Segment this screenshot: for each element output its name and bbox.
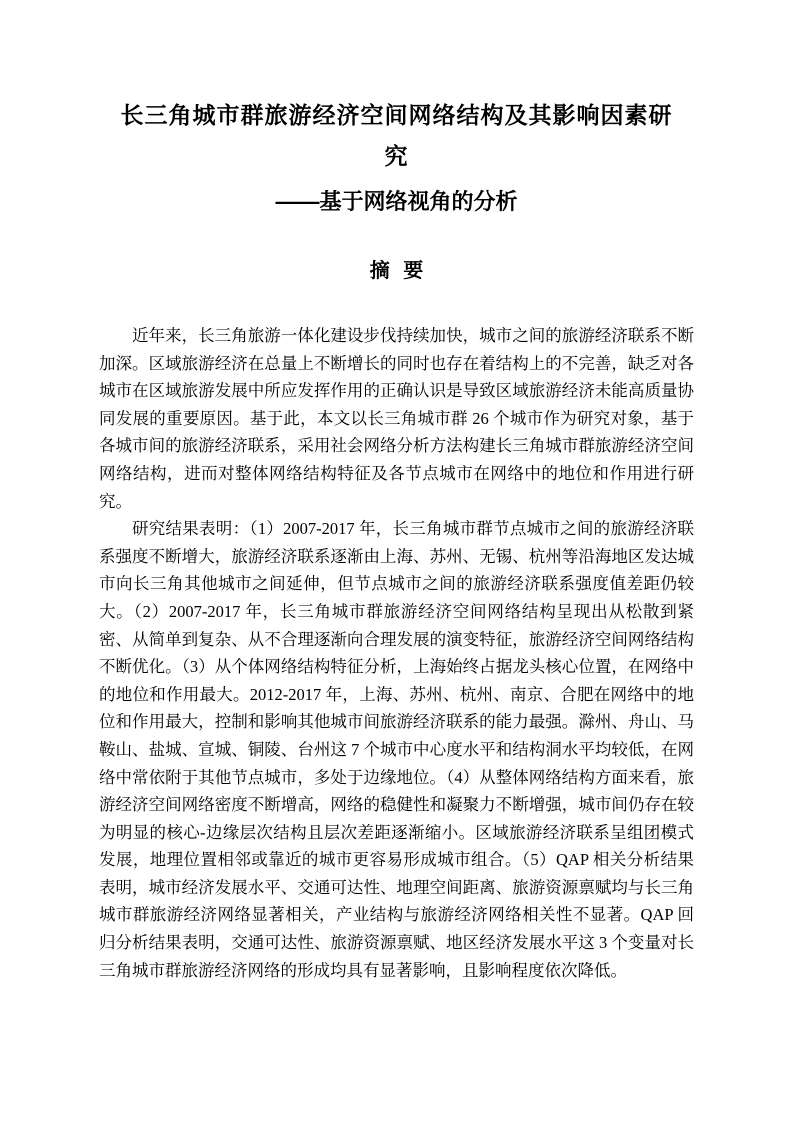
abstract-heading: 摘 要 xyxy=(369,260,424,282)
title-line-2: 究 xyxy=(384,143,409,169)
abstract-paragraph-2: 研究结果表明：（1）2007-2017 年，长三角城市群节点城市之间的旅游经济联系强度不断增大，旅游经济联系逐渐由上海、苏州、无锡、杭州等沿海地区发达城市向长三角其他城市之间延伸，但节点城市之间的旅游经济联系强度值差距仍较大。（2）2007-2017 年，长三角城市群旅游经济空间网络结构呈现出从松散到紧密、从简单到复杂、从不合理逐渐向合理发展的演变特征，旅游经济空间网络结构不断优化。（3）从个体网络结构特征分析，上海始终占据龙头核心位置，在网络中的地位和作用最大。2012-2017 年，上海、苏州、杭州、南京、合肥在网络中的地位和作用最大，控制和影响其他城市间旅游经济联系的能力最强。滁州、舟山、马鞍山、盐城、宣城、铜陵、台州这 7 个城市中心度水平和结构洞水平均较低，在网络中常依附于其他节点城市，多处于边缘地位。（4）从整体网络结构方面来看，旅游经济空间网络密度不断增高，网络的稳健性和凝聚力不断增强，城市间仍存在较为明显的核心-边缘层次结构且层次差距逐渐缩小。区域旅游经济联系呈组团模式发展，地理位置相邻或靠近的城市更容易形成城市组合。（5）QAP 相关分析结果表明，城市经济发展水平、交通可达性、地理空间距离、旅游资源禀赋均与长三角城市群旅游经济网络显著相关，产业结构与旅游经济网络相关性不显著。QAP 回归分析结果表明，交通可达性、旅游资源禀赋、地区经济发展水平这 3 个变量对长三角城市群旅游经济网络的形成均具有显著影响，且影响程度依次降低。 xyxy=(99,519,694,980)
title-line-1: 长三角城市群旅游经济空间网络结构及其影响因素研 xyxy=(120,102,673,128)
abstract-paragraph-1: 近年来，长三角旅游一体化建设步伐持续加快，城市之间的旅游经济联系不断加深。区域旅游经济在总量上不断增长的同时也存在着结构上的不完善，缺乏对各城市在区域旅游发展中所应发挥作用的正确认识是导致区域旅游经济未能高质量协同发展的重要原因。基于此，本文以长三角城市群 26 个城市作为研究对象，基于各城市间的旅游经济联系，采用社会网络分析方法构建长三角城市群旅游经济空间网络结构，进而对整体网络结构特征及各节点城市在网络中的地位和作用进行研究。 xyxy=(99,326,694,511)
document-title xyxy=(99,95,694,177)
abstract-body xyxy=(99,322,694,984)
document-subtitle: ——基于网络视角的分析 xyxy=(275,189,518,214)
